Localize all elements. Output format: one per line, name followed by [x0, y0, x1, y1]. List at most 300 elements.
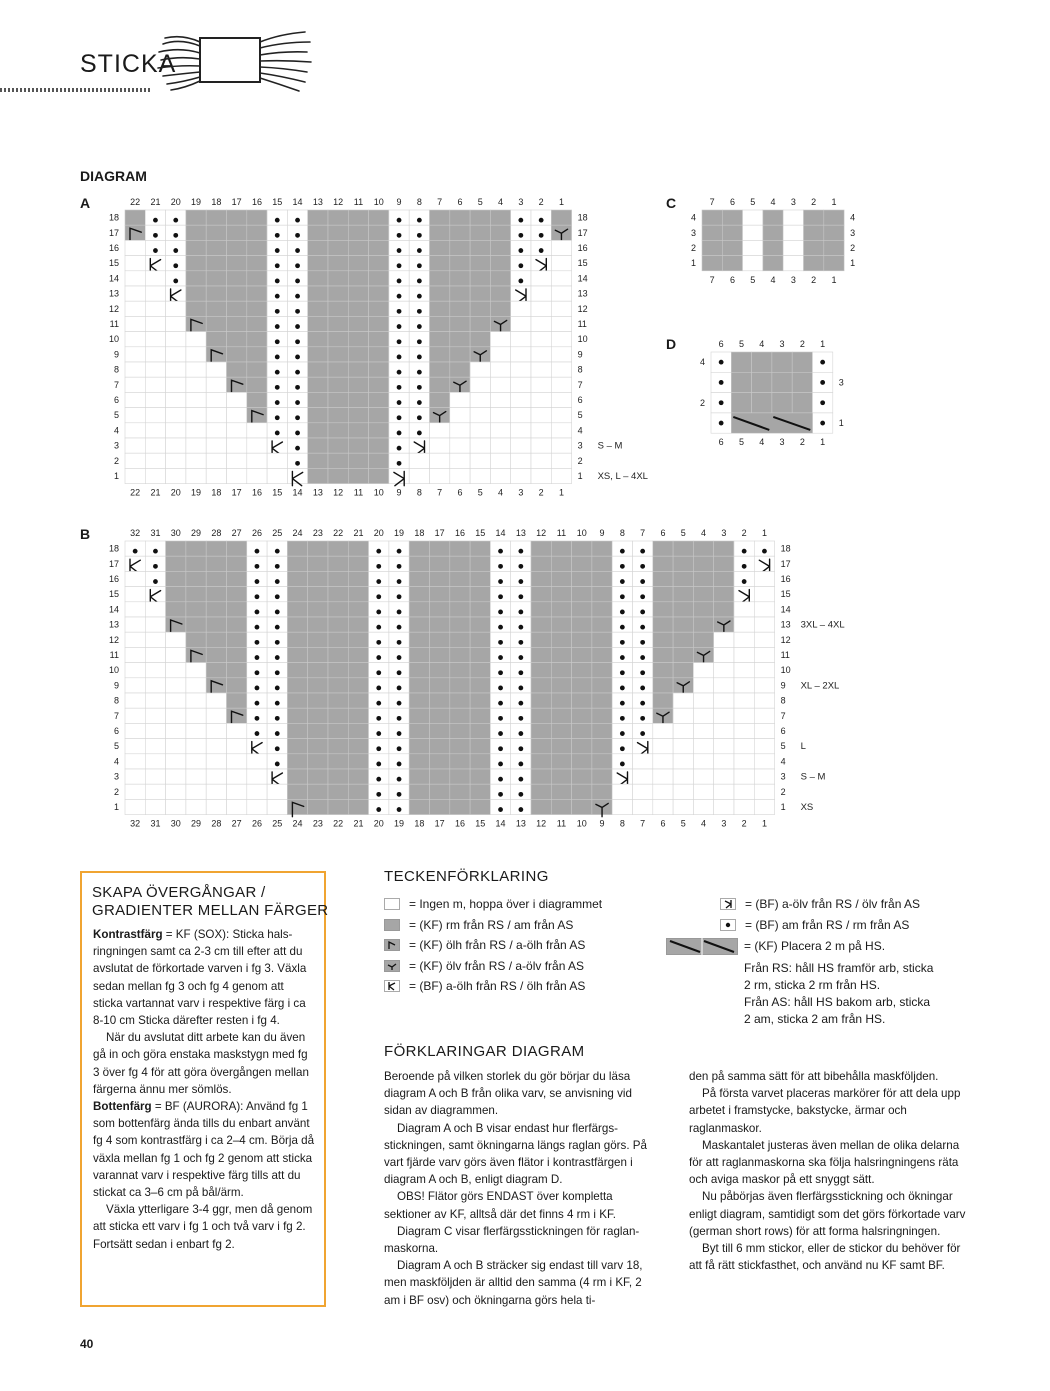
chart-cell	[186, 754, 206, 769]
chart-cell	[227, 392, 247, 407]
chart-cell	[125, 708, 145, 723]
col-number-bottom: 3	[779, 437, 785, 448]
chart-cell	[450, 362, 470, 377]
chart-cell	[783, 240, 803, 255]
chart-cell	[328, 693, 348, 708]
chart-cell	[308, 347, 328, 362]
chart-cell	[206, 678, 226, 693]
row-number-left: 15	[108, 258, 119, 269]
chart-cell	[328, 286, 348, 301]
chart-cell	[531, 438, 551, 453]
chart-cell	[763, 240, 783, 255]
chart-cell	[166, 739, 186, 754]
row-number-right: 12	[577, 303, 588, 314]
col-number-bottom: 13	[312, 487, 323, 498]
chart-cell	[206, 271, 226, 286]
chart-cell	[633, 587, 653, 602]
chart-cell	[673, 723, 693, 738]
chart-cell	[166, 663, 186, 678]
chart-cell	[287, 541, 307, 556]
size-note: S – M	[800, 771, 826, 783]
col-number-bottom: 32	[130, 818, 141, 829]
legend-right: = (BF) a-ölv från RS / ölv från AS = (BF) am från RS / rm från AS	[720, 894, 920, 935]
chart-cell	[511, 663, 531, 678]
chart-cell	[693, 571, 713, 586]
chart-cell	[653, 617, 673, 632]
chart-cell	[166, 301, 186, 316]
chart-cell	[409, 240, 429, 255]
chart-cell	[348, 240, 368, 255]
chart-cell	[287, 587, 307, 602]
chart-cell	[551, 453, 571, 468]
chart-cell	[206, 377, 226, 392]
col-number-top: 5	[750, 197, 756, 207]
increase-left-bf-icon	[384, 980, 400, 992]
chart-cell	[490, 708, 510, 723]
chart-cell	[673, 647, 693, 662]
chart-cell	[450, 332, 470, 347]
section-title: STICKA	[80, 50, 177, 78]
chart-cell	[551, 769, 571, 784]
chart-cell	[731, 352, 751, 372]
col-number-top: 7	[709, 197, 715, 207]
row-number-right: 14	[780, 604, 791, 615]
chart-cell	[531, 423, 551, 438]
row-number-right: 3	[577, 440, 583, 451]
chart-cell	[714, 647, 734, 662]
chart-cell	[227, 256, 247, 271]
chart-cell	[287, 332, 307, 347]
chart-cell	[490, 256, 510, 271]
chart-cell	[125, 541, 145, 556]
chart-cell	[734, 571, 754, 586]
chart-cell	[673, 632, 693, 647]
col-number-top: 1	[820, 339, 826, 349]
chart-cell	[470, 708, 490, 723]
col-number-top: 31	[150, 528, 161, 538]
chart-cell	[227, 723, 247, 738]
chart-cell	[714, 556, 734, 571]
col-number-bottom: 6	[457, 487, 463, 498]
chart-cell	[470, 286, 490, 301]
chart-cell	[145, 453, 165, 468]
col-number-top: 27	[231, 528, 242, 538]
chart-cell	[531, 587, 551, 602]
chart-cell	[450, 468, 470, 483]
chart-cell	[186, 693, 206, 708]
chart-cell	[348, 739, 368, 754]
chart-cell	[348, 301, 368, 316]
chart-cell	[247, 647, 267, 662]
chart-cell	[551, 301, 571, 316]
chart-cell	[125, 332, 145, 347]
chart-cell	[714, 602, 734, 617]
chart-cell	[247, 316, 267, 331]
chart-cell	[328, 556, 348, 571]
row-number-right: 13	[577, 288, 588, 299]
chart-cell	[450, 678, 470, 693]
chart-cell	[125, 256, 145, 271]
chart-cell	[166, 632, 186, 647]
chart-cell	[267, 647, 287, 662]
row-number-right: 9	[780, 680, 786, 691]
chart-cell	[409, 362, 429, 377]
chart-cell	[369, 739, 389, 754]
col-number-bottom: 19	[191, 487, 202, 498]
chart-cell	[145, 423, 165, 438]
chart-cell	[470, 678, 490, 693]
col-number-bottom: 5	[738, 437, 744, 448]
chart-cell	[470, 663, 490, 678]
chart-cell	[612, 723, 632, 738]
chart-cell	[754, 754, 774, 769]
chart-cell	[511, 617, 531, 632]
chart-cell	[166, 240, 186, 255]
chart-cell	[308, 632, 328, 647]
col-number-bottom: 10	[576, 818, 587, 829]
chart-cell	[714, 663, 734, 678]
col-number-bottom: 5	[750, 274, 756, 285]
chart-cell	[247, 587, 267, 602]
size-note: S – M	[597, 440, 623, 452]
chart-cell	[125, 632, 145, 647]
chart-cell	[763, 256, 783, 271]
chart-cell	[551, 541, 571, 556]
chart-cell	[308, 240, 328, 255]
chart-cell	[369, 438, 389, 453]
chart-cell	[612, 784, 632, 799]
chart-cell	[633, 571, 653, 586]
chart-cell	[328, 332, 348, 347]
chart-cell	[531, 602, 551, 617]
row-number-left: 1	[113, 802, 119, 812]
chart-cell	[531, 240, 551, 255]
col-number-top: 3	[518, 197, 524, 207]
chart-cell	[430, 240, 450, 255]
chart-cell	[734, 769, 754, 784]
chart-cell	[470, 571, 490, 586]
chart-cell	[792, 393, 812, 413]
chart-cell	[673, 769, 693, 784]
chart-cell	[450, 453, 470, 468]
chart-cell	[328, 541, 348, 556]
chart-cell	[430, 708, 450, 723]
dot-cell-icon	[720, 919, 736, 931]
row-number-left: 2	[113, 455, 119, 466]
chart-cell	[693, 541, 713, 556]
chart-cell	[186, 708, 206, 723]
chart-cell	[430, 286, 450, 301]
chart-cell	[247, 423, 267, 438]
chart-cell	[308, 316, 328, 331]
chart-cell	[450, 708, 470, 723]
diagram-d-label: D	[666, 336, 677, 352]
chart-cell	[348, 617, 368, 632]
col-number-bottom: 31	[150, 818, 161, 829]
chart-cell	[267, 541, 287, 556]
chart-cell	[206, 693, 226, 708]
chart-cell	[308, 423, 328, 438]
chart-cell	[511, 438, 531, 453]
col-number-bottom: 6	[660, 818, 666, 829]
row-number-right: 11	[780, 650, 790, 660]
chart-cell	[369, 617, 389, 632]
chart-cell	[247, 332, 267, 347]
chart-cell	[531, 754, 551, 769]
chart-cell	[166, 708, 186, 723]
chart-cell	[348, 468, 368, 483]
chart-cell	[145, 723, 165, 738]
chart-cell	[409, 708, 429, 723]
chart-cell	[531, 693, 551, 708]
chart-cell	[511, 316, 531, 331]
chart-cell	[693, 587, 713, 602]
chart-cell	[551, 632, 571, 647]
chart-cell	[166, 647, 186, 662]
chart-cell	[369, 377, 389, 392]
chart-cell	[369, 541, 389, 556]
chart-cell	[308, 377, 328, 392]
chart-cell	[389, 316, 409, 331]
chart-cell	[247, 754, 267, 769]
col-number-bottom: 22	[130, 487, 141, 498]
chart-cell	[409, 256, 429, 271]
chart-cell	[511, 602, 531, 617]
chart-cell	[206, 541, 226, 556]
chart-cell	[430, 453, 450, 468]
chart-cell	[633, 754, 653, 769]
chart-cell	[450, 286, 470, 301]
chart-cell	[267, 799, 287, 814]
chart-cell	[206, 571, 226, 586]
diagram-c-label: C	[666, 195, 677, 211]
chart-cell	[511, 708, 531, 723]
row-number-right: 6	[577, 395, 583, 405]
col-number-top: 21	[353, 528, 364, 538]
chart-cell	[592, 571, 612, 586]
chart-cell	[287, 632, 307, 647]
chart-cell	[328, 769, 348, 784]
chart-cell	[328, 678, 348, 693]
col-number-bottom: 17	[231, 487, 242, 498]
chart-cell	[186, 647, 206, 662]
chart-cell	[186, 377, 206, 392]
chart-cell	[348, 723, 368, 738]
chart-cell	[572, 663, 592, 678]
chart-cell	[166, 723, 186, 738]
chart-cell	[247, 225, 267, 240]
chart-cell	[369, 256, 389, 271]
chart-cell	[693, 632, 713, 647]
chart-cell	[267, 332, 287, 347]
chart-cell	[308, 708, 328, 723]
chart-cell	[186, 617, 206, 632]
size-note: XS, L – 4XL	[597, 471, 648, 482]
row-number-left: 3	[690, 227, 696, 238]
row-number-right: 18	[780, 543, 791, 554]
chart-cell	[206, 286, 226, 301]
col-number-top: 8	[416, 197, 422, 207]
chart-cell	[430, 663, 450, 678]
col-number-top: 20	[170, 197, 181, 207]
col-number-bottom: 7	[640, 818, 646, 829]
chart-cell	[511, 754, 531, 769]
chart-cell	[511, 632, 531, 647]
chart-a	[100, 193, 660, 503]
chart-cell	[308, 556, 328, 571]
col-number-bottom: 16	[251, 487, 262, 498]
row-number-right: 4	[577, 425, 583, 436]
chart-cell	[348, 769, 368, 784]
col-number-top: 4	[701, 528, 707, 538]
row-number-left: 4	[690, 212, 696, 223]
chart-cell	[389, 210, 409, 225]
chart-cell	[490, 271, 510, 286]
chart-cell	[531, 678, 551, 693]
col-number-bottom: 29	[191, 818, 202, 829]
chart-cell	[186, 632, 206, 647]
chart-cell	[287, 556, 307, 571]
chart-cell	[186, 723, 206, 738]
chart-cell	[186, 453, 206, 468]
chart-cell	[531, 271, 551, 286]
chart-cell	[308, 256, 328, 271]
col-number-bottom: 20	[170, 487, 181, 498]
size-note: XS	[800, 802, 814, 813]
chart-cell	[592, 769, 612, 784]
chart-cell	[653, 739, 673, 754]
chart-cell	[653, 784, 673, 799]
size-note: 3XL – 4XL	[800, 619, 845, 631]
chart-cell	[186, 271, 206, 286]
chart-cell	[531, 225, 551, 240]
chart-cell	[328, 316, 348, 331]
chart-cell	[145, 225, 165, 240]
chart-cell	[722, 210, 742, 225]
col-number-top: 5	[477, 197, 483, 207]
chart-cell	[227, 602, 247, 617]
chart-cell	[166, 225, 186, 240]
chart-cell	[166, 271, 186, 286]
chart-cell	[287, 362, 307, 377]
chart-cell	[714, 723, 734, 738]
chart-cell	[714, 541, 734, 556]
chart-cell	[754, 708, 774, 723]
row-number-right: 5	[780, 741, 786, 752]
chart-cell	[754, 602, 774, 617]
chart-cell	[145, 468, 165, 483]
chart-cell	[166, 408, 186, 423]
chart-cell	[247, 571, 267, 586]
chart-cell	[792, 352, 812, 372]
chart-cell	[328, 453, 348, 468]
chart-cell	[430, 617, 450, 632]
chart-cell	[227, 587, 247, 602]
chart-cell	[369, 723, 389, 738]
row-number-right: 1	[577, 471, 583, 481]
chart-cell	[206, 663, 226, 678]
chart-cell	[731, 393, 751, 413]
chart-cell	[145, 332, 165, 347]
chart-cell	[693, 784, 713, 799]
chart-cell	[470, 754, 490, 769]
chart-cell	[490, 438, 510, 453]
chart-cell	[572, 541, 592, 556]
chart-cell	[328, 799, 348, 814]
chart-cell	[369, 392, 389, 407]
col-number-top: 3	[779, 339, 785, 349]
chart-cell	[247, 210, 267, 225]
chart-cell	[227, 453, 247, 468]
chart-d	[690, 336, 860, 451]
chart-cell	[592, 693, 612, 708]
chart-cell	[328, 301, 348, 316]
col-number-top: 19	[394, 528, 405, 538]
col-number-top: 11	[556, 528, 567, 538]
chart-cell	[450, 754, 470, 769]
chart-cell	[227, 784, 247, 799]
chart-cell	[267, 286, 287, 301]
chart-cell	[145, 617, 165, 632]
chart-cell	[348, 556, 368, 571]
chart-cell	[389, 256, 409, 271]
chart-cell	[572, 708, 592, 723]
chart-cell	[511, 392, 531, 407]
chart-cell	[734, 754, 754, 769]
chart-cell	[511, 423, 531, 438]
chart-cell	[409, 587, 429, 602]
chart-cell	[450, 799, 470, 814]
chart-cell	[572, 602, 592, 617]
chart-cell	[754, 571, 774, 586]
chart-cell	[206, 362, 226, 377]
chart-cell	[734, 541, 754, 556]
chart-cell	[572, 769, 592, 784]
chart-cell	[145, 438, 165, 453]
chart-cell	[633, 708, 653, 723]
chart-cell	[490, 392, 510, 407]
chart-cell	[531, 556, 551, 571]
chart-cell	[612, 602, 632, 617]
chart-cell	[551, 332, 571, 347]
chart-cell	[206, 423, 226, 438]
chart-cell	[531, 799, 551, 814]
chart-cell	[267, 423, 287, 438]
chart-cell	[206, 556, 226, 571]
chart-cell	[267, 316, 287, 331]
chart-cell	[369, 708, 389, 723]
chart-cell	[348, 708, 368, 723]
chart-cell	[714, 587, 734, 602]
chart-cell	[389, 408, 409, 423]
chart-cell	[551, 571, 571, 586]
chart-cell	[551, 438, 571, 453]
chart-cell	[734, 708, 754, 723]
chart-cell	[287, 769, 307, 784]
row-number-left: 8	[113, 695, 119, 706]
chart-cell	[714, 678, 734, 693]
col-number-bottom: 2	[538, 487, 544, 498]
chart-cell	[186, 240, 206, 255]
chart-cell	[247, 438, 267, 453]
chart-cell	[206, 769, 226, 784]
chart-cell	[389, 286, 409, 301]
col-number-bottom: 14	[292, 487, 303, 498]
col-number-bottom: 24	[292, 818, 303, 829]
chart-cell	[389, 708, 409, 723]
chart-cell	[125, 423, 145, 438]
row-number-left: 7	[113, 710, 119, 721]
